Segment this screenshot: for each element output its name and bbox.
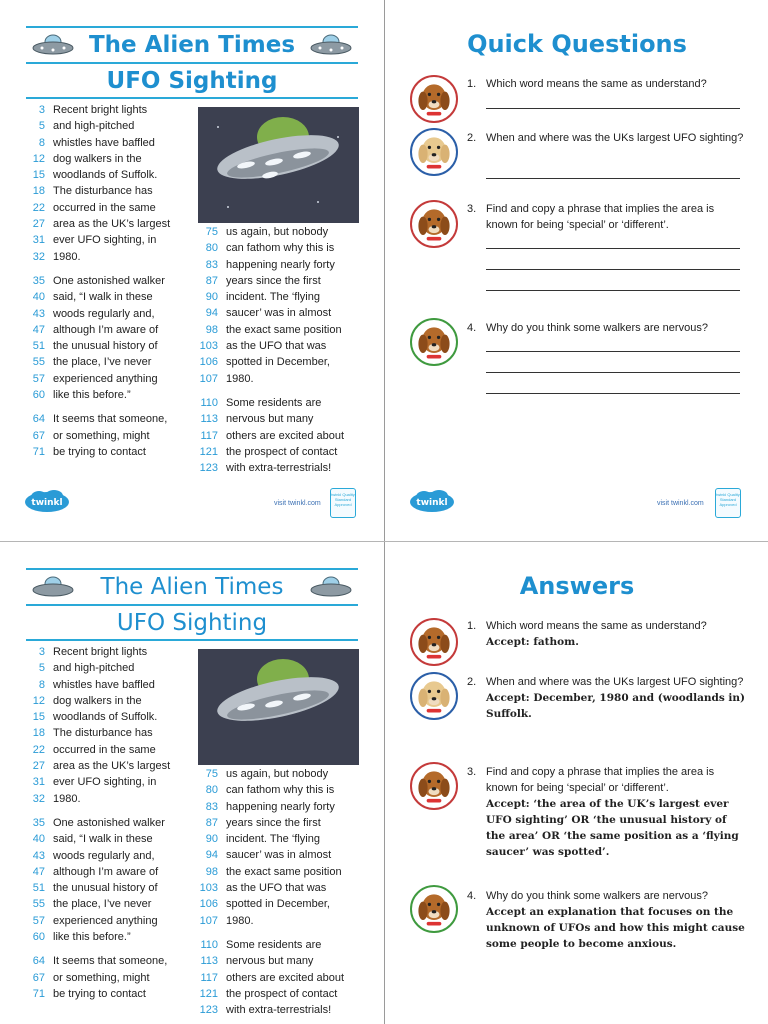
story-line [196,428,344,444]
masthead: The Alien Times [100,574,284,600]
story-line [24,677,170,693]
story-panel-top [0,0,384,541]
line-number: 27 [32,760,45,773]
question-number: 3. [467,203,477,215]
line-number: 55 [32,898,45,911]
story-line [24,725,170,741]
header-rule-bottom [26,97,358,99]
line-number: 18 [32,727,45,740]
line-number: 67 [32,429,45,442]
line-text: with extra-terrestrials! [226,1004,332,1017]
story-line [24,322,170,338]
story-line [24,758,170,774]
story-line [24,102,170,118]
story-line [196,799,344,815]
story-line [24,644,170,660]
line-number: 83 [205,800,218,813]
line-number: 5 [38,662,45,675]
line-text: the exact same position [226,865,342,878]
answer-text: Accept an explanation that focuses on the unknown of UFOs and how this might cause some people to become anxious. [486,906,745,950]
line-text: whistles have baffled [53,136,155,149]
bloodhound-icon [410,75,458,123]
story-line [196,224,344,240]
line-number: 94 [205,307,218,320]
line-number: 47 [32,323,45,336]
svg-text:twinkl: twinkl [31,498,63,508]
line-number: 121 [199,987,218,1000]
line-number: 40 [32,291,45,304]
headline: UFO Sighting [116,610,268,636]
line-number: 51 [32,882,45,895]
line-text: It seems that someone, [53,955,168,968]
story-line [24,411,170,427]
line-number: 31 [32,234,45,247]
line-text: us again, but nobody [226,768,329,780]
story-line [24,354,170,370]
line-number: 64 [32,955,45,968]
line-text: experienced anything [53,914,158,927]
story-line [24,929,170,945]
story-line [196,864,344,880]
twinkl-logo [24,489,70,513]
story-line [24,444,170,460]
story-line [196,289,344,305]
line-text: nervous but many [226,955,314,968]
questions-title: Quick Questions [467,30,687,58]
line-text: happening nearly forty [226,800,335,813]
question-text: Which word means the same as understand? [486,78,707,90]
line-text: Some residents are [226,938,322,951]
header-rule-middle [26,604,358,606]
answer-block [486,674,746,722]
line-number: 113 [200,955,218,968]
story-column-left [24,644,170,1010]
quality-badge: twinkl Quality Standard Approved [330,488,356,518]
story-line [24,371,170,387]
line-number: 71 [32,987,45,1000]
line-number: 75 [205,226,218,238]
line-text: the unusual history of [53,882,158,895]
answers-title: Answers [519,572,635,600]
story-line [196,766,344,782]
line-number: 121 [199,445,218,458]
line-number: 12 [32,152,45,165]
line-number: 117 [200,971,218,984]
line-text: occurred in the same [53,743,156,756]
line-number: 90 [205,833,218,846]
bloodhound-icon [410,618,458,666]
line-number: 40 [32,833,45,846]
answer-line[interactable] [486,372,740,373]
line-number: 32 [32,250,45,263]
line-number: 110 [200,938,218,951]
line-text: like this before.” [53,931,131,944]
line-number: 71 [32,445,45,458]
ufo-illustration [198,107,359,223]
ufo-illustration [198,649,359,765]
svg-text:twinkl: twinkl [416,498,448,508]
masthead: The Alien Times [88,32,296,58]
header-rule-top [26,568,358,570]
story-line [196,953,344,969]
line-text: be trying to contact [53,445,146,458]
line-text: or something, might [53,429,150,442]
story-paragraph [196,224,344,387]
answer-line[interactable] [486,108,740,109]
story-line [24,791,170,807]
line-number: 106 [199,898,218,911]
line-number: 67 [32,971,45,984]
line-text: The disturbance has [53,185,153,198]
story-line [24,249,170,265]
line-text: whistles have baffled [53,678,155,691]
line-text: Some residents are [226,396,322,409]
story-line [24,693,170,709]
line-number: 123 [199,1004,218,1017]
answer-text: Accept: fathom. [486,636,579,648]
story-line [196,354,344,370]
ufo-icon [310,34,352,56]
line-number: 18 [32,185,45,198]
line-text: One astonished walker [53,274,165,287]
story-line [196,782,344,798]
line-number: 15 [32,169,45,182]
story-line [24,118,170,134]
story-panel-bottom [0,542,384,1024]
line-number: 98 [205,323,218,336]
story-line [24,338,170,354]
story-paragraph [24,815,170,945]
story-line [24,848,170,864]
line-number: 8 [38,678,45,691]
line-number: 64 [32,413,45,426]
line-text: 1980. [53,792,81,805]
line-text: woodlands of Suffolk. [53,169,158,182]
story-line [196,444,344,460]
line-text: as the UFO that was [226,340,327,353]
line-number: 51 [32,340,45,353]
line-number: 12 [32,694,45,707]
line-text: 1980. [226,914,254,927]
story-line [24,774,170,790]
story-line [196,338,344,354]
line-text: woods regularly and, [53,849,155,862]
line-number: 3 [38,104,45,116]
line-text: the exact same position [226,323,342,336]
bloodhound-icon [410,200,458,248]
question-number: 1. [467,78,477,90]
story-line [196,815,344,831]
footer-visit-text: visit twinkl.com [657,500,704,507]
line-text: the unusual history of [53,340,158,353]
line-number: 47 [32,865,45,878]
line-number: 60 [32,931,45,944]
answer-block [486,888,746,952]
line-text: 1980. [226,372,254,385]
line-text: or something, might [53,971,150,984]
line-text: years since the first [226,816,321,829]
story-line [196,896,344,912]
bloodhound-icon [410,885,458,933]
line-number: 103 [199,340,218,353]
line-number: 55 [32,356,45,369]
line-text: area as the UK’s largest [53,760,171,773]
line-text: although I’m aware of [53,323,159,336]
story-line [196,322,344,338]
story-paragraph [24,273,170,403]
story-line [196,273,344,289]
story-line [196,970,344,986]
headline: UFO Sighting [106,68,278,94]
line-number: 103 [199,882,218,895]
story-line [24,273,170,289]
line-text: dog walkers in the [53,152,142,165]
line-number: 117 [200,429,218,442]
line-text: dog walkers in the [53,694,142,707]
question-number: 2. [467,676,477,688]
line-number: 123 [199,462,218,475]
line-text: said, “I walk in these [53,833,153,846]
line-text: It seems that someone, [53,413,168,426]
line-number: 94 [205,849,218,862]
line-text: spotted in December, [226,356,330,369]
line-number: 15 [32,711,45,724]
line-text: incident. The ‘flying [226,833,320,846]
story-line [24,815,170,831]
line-text: happening nearly forty [226,258,335,271]
story-line [24,986,170,1002]
answers-panel [385,542,768,1024]
story-line [24,896,170,912]
story-paragraph [196,766,344,929]
line-number: 32 [32,792,45,805]
story-line [196,913,344,929]
questions-panel [385,0,768,541]
ufo-icon [310,576,352,598]
line-text: ever UFO sighting, in [53,234,157,247]
line-number: 106 [199,356,218,369]
line-text: the place, I’ve never [53,356,152,369]
story-line [196,305,344,321]
line-text: said, “I walk in these [53,291,153,304]
line-number: 57 [32,372,45,385]
answer-text: Accept: ‘the area of the UK’s largest ever UFO sighting’ OR ‘the unusual history of the area’ OR ‘the same position as a ‘flying saucer’ was spotted’. [486,798,739,858]
story-line [24,709,170,725]
line-text: The disturbance has [53,727,153,740]
line-text: Recent bright lights [53,646,148,658]
line-number: 107 [199,372,218,385]
answer-line[interactable] [486,269,740,270]
story-line [24,167,170,183]
story-line [196,240,344,256]
question-number: 4. [467,322,477,334]
story-line [196,411,344,427]
answer-line[interactable] [486,178,740,179]
story-line [196,847,344,863]
story-line [24,428,170,444]
line-number: 87 [205,274,218,287]
question-number: 4. [467,890,477,902]
line-number: 57 [32,914,45,927]
story-line [196,937,344,953]
story-paragraph [24,644,170,807]
line-number: 113 [200,413,218,426]
line-number: 107 [199,914,218,927]
story-line [24,953,170,969]
story-line [24,306,170,322]
story-column-right [196,224,344,484]
line-text: although I’m aware of [53,865,159,878]
line-text: can fathom why this is [226,242,335,255]
story-line [24,135,170,151]
line-text: area as the UK’s largest [53,218,171,231]
question-text: When and where was the UKs largest UFO sighting? [486,132,744,144]
twinkl-logo [409,489,455,513]
story-column-right [196,766,344,1024]
line-text: be trying to contact [53,987,146,1000]
line-text: One astonished walker [53,816,165,829]
line-text: and high-pitched [53,662,135,675]
line-text: spotted in December, [226,898,330,911]
line-text: the place, I’ve never [53,898,152,911]
header-rule-top [26,26,358,28]
line-number: 75 [205,768,218,780]
story-line [196,831,344,847]
question-text: Find and copy a phrase that implies the area is known for being ‘special’ or ‘different’. [486,766,715,794]
line-text: 1980. [53,250,81,263]
line-text: the prospect of contact [226,445,338,458]
story-line [24,970,170,986]
answer-text: Accept: December, 1980 and (woodlands in) Suffolk. [486,692,746,720]
story-line [24,183,170,199]
line-number: 110 [200,396,218,409]
line-number: 98 [205,865,218,878]
line-number: 27 [32,218,45,231]
line-text: woods regularly and, [53,307,155,320]
story-line [24,660,170,676]
story-paragraph [24,953,170,1002]
story-line [24,289,170,305]
story-line [24,742,170,758]
question-text: When and where was the UKs largest UFO sighting? [486,676,744,688]
answer-line[interactable] [486,290,740,291]
story-paragraph [196,395,344,476]
answer-line[interactable] [486,393,740,394]
story-line [196,880,344,896]
story-line [24,151,170,167]
header-rule-bottom [26,639,358,641]
line-text: saucer’ was in almost [226,307,332,320]
line-number: 43 [32,849,45,862]
bloodhound-icon [410,762,458,810]
story-line [24,864,170,880]
story-line [196,1002,344,1018]
question-text: Find and copy a phrase that implies the area is known for being ‘special’ or ‘different’. [486,203,715,231]
story-line [24,387,170,403]
line-number: 8 [38,136,45,149]
line-text: saucer’ was in almost [226,849,332,862]
line-number: 43 [32,307,45,320]
line-text: nervous but many [226,413,314,426]
story-line [24,200,170,216]
story-line [24,232,170,248]
story-paragraph [24,411,170,460]
story-line [196,371,344,387]
line-text: years since the first [226,274,321,287]
line-text: woodlands of Suffolk. [53,711,158,724]
line-text: others are excited about [226,971,345,984]
line-text: like this before.” [53,389,131,402]
line-number: 87 [205,816,218,829]
line-number: 90 [205,291,218,304]
quality-badge: twinkl Quality Standard Approved [715,488,741,518]
answer-block [486,764,746,860]
story-line [24,880,170,896]
bloodhound-icon [410,318,458,366]
story-line [196,395,344,411]
line-text: others are excited about [226,429,345,442]
line-number: 22 [32,743,45,756]
story-line [196,257,344,273]
answer-line[interactable] [486,351,740,352]
line-text: with extra-terrestrials! [226,462,332,475]
answer-block [486,618,746,650]
line-number: 22 [32,201,45,214]
line-number: 35 [32,816,45,829]
line-text: the prospect of contact [226,987,338,1000]
question-text: Why do you think some walkers are nervous? [486,890,708,902]
question-text: Why do you think some walkers are nervous? [486,322,708,334]
line-number: 80 [205,242,218,255]
story-paragraph [196,937,344,1018]
line-number: 35 [32,274,45,287]
story-line [24,913,170,929]
line-text: as the UFO that was [226,882,327,895]
retriever-icon [410,128,458,176]
story-line [24,216,170,232]
line-text: incident. The ‘flying [226,291,320,304]
line-number: 60 [32,389,45,402]
line-text: occurred in the same [53,201,156,214]
story-line [24,831,170,847]
line-text: us again, but nobody [226,226,329,238]
question-text: Which word means the same as understand? [486,620,707,632]
line-number: 83 [205,258,218,271]
line-text: ever UFO sighting, in [53,776,157,789]
answer-line[interactable] [486,248,740,249]
line-number: 80 [205,784,218,797]
line-number: 31 [32,776,45,789]
footer-visit-text: visit twinkl.com [274,500,321,507]
story-paragraph [24,102,170,265]
retriever-icon [410,672,458,720]
line-number: 5 [38,120,45,133]
line-text: Recent bright lights [53,104,148,116]
story-column-left [24,102,170,468]
question-number: 2. [467,132,477,144]
story-line [196,986,344,1002]
line-text: can fathom why this is [226,784,335,797]
line-text: and high-pitched [53,120,135,133]
question-number: 3. [467,766,477,778]
line-number: 3 [38,646,45,658]
line-text: experienced anything [53,372,158,385]
story-line [196,460,344,476]
question-number: 1. [467,620,477,632]
header-rule-middle [26,62,358,64]
